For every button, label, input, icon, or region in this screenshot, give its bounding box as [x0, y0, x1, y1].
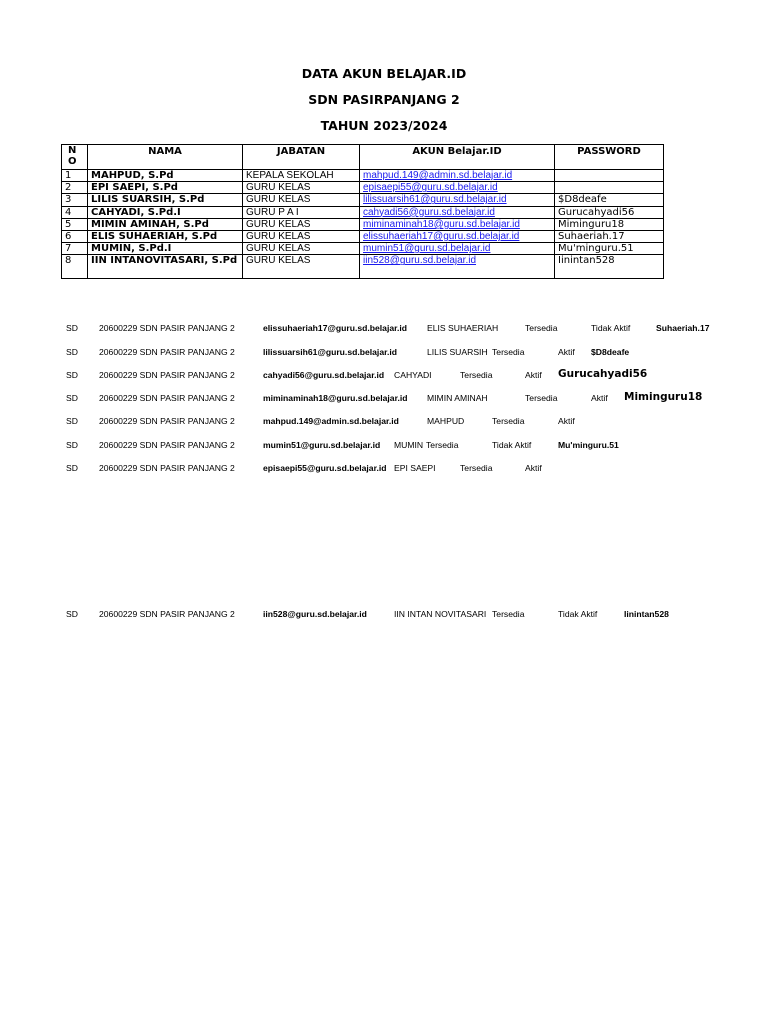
list-aktif: Aktif: [591, 393, 608, 403]
list-email: miminaminah18@guru.sd.belajar.id: [263, 393, 408, 403]
list-item: [0, 609, 768, 623]
cell-password: Gurucahyadi56: [555, 206, 664, 218]
list-nama: IIN INTAN NOVITASARI: [394, 609, 487, 619]
list-email: iin528@guru.sd.belajar.id: [263, 609, 367, 619]
account-email-link[interactable]: episaepi55@guru.sd.belajar.id: [363, 182, 498, 194]
list-password: Suhaeriah.17: [656, 323, 710, 333]
list-status: Tersedia: [426, 440, 459, 450]
cell-nama: MAHPUD, S.Pd: [88, 170, 243, 182]
list-status: Tersedia: [460, 463, 493, 473]
cell-password: Suhaeriah.17: [555, 231, 664, 243]
list-aktif: Aktif: [558, 347, 575, 357]
list-aktif: Aktif: [558, 416, 575, 426]
cell-akun: [360, 243, 555, 255]
table-row: [62, 243, 664, 255]
cell-nama: MIMIN AMINAH, S.Pd: [88, 218, 243, 230]
cell-password: $D8deafe: [555, 194, 664, 206]
cell-jabatan: KEPALA SEKOLAH: [243, 170, 360, 182]
cell-no: 1: [62, 170, 88, 182]
list-jenjang: SD: [66, 440, 78, 450]
list-status: Tersedia: [492, 609, 525, 619]
list-aktif: Tidak Aktif: [558, 609, 598, 619]
list-aktif: Tidak Aktif: [591, 323, 631, 333]
account-table: [61, 144, 664, 279]
list-email: elissuhaeriah17@guru.sd.belajar.id: [263, 323, 408, 333]
cell-password: [555, 170, 664, 182]
cell-no: 2: [62, 182, 88, 194]
list-item: [0, 416, 768, 430]
list-status: Tersedia: [460, 370, 493, 380]
list-status: Tersedia: [525, 323, 558, 333]
list-sekolah: 20600229 SDN PASIR PANJANG 2: [99, 323, 235, 333]
list-item: [0, 463, 768, 477]
list-item: [0, 347, 768, 361]
list-password: Iinintan528: [624, 609, 669, 619]
table-row: [62, 206, 664, 218]
list-item: [0, 393, 768, 407]
cell-akun: [360, 170, 555, 182]
list-aktif: Tidak Aktif: [492, 440, 532, 450]
cell-jabatan: GURU KELAS: [243, 182, 360, 194]
list-nama: EPI SAEPI: [394, 463, 436, 473]
list-sekolah: 20600229 SDN PASIR PANJANG 2: [99, 463, 235, 473]
list-sekolah: 20600229 SDN PASIR PANJANG 2: [99, 370, 235, 380]
list-jenjang: SD: [66, 347, 78, 357]
header-password: PASSWORD: [555, 145, 664, 170]
school-name: SDN PASIRPANJANG 2: [308, 92, 460, 107]
account-email-link[interactable]: miminaminah18@guru.sd.belajar.id: [363, 218, 520, 230]
cell-nama: LILIS SUARSIH, S.Pd: [88, 194, 243, 206]
list-jenjang: SD: [66, 463, 78, 473]
account-email-link[interactable]: lilissuarsih61@guru.sd.belajar.id: [363, 194, 507, 206]
cell-akun: [360, 206, 555, 218]
table-row: [62, 170, 664, 182]
cell-jabatan: GURU KELAS: [243, 243, 360, 255]
cell-password: Miminguru18: [555, 218, 664, 230]
list-password: Miminguru18: [624, 391, 703, 403]
table-row: [62, 194, 664, 206]
school-year: TAHUN 2023/2024: [320, 118, 448, 133]
cell-no: 7: [62, 243, 88, 255]
header-nama: NAMA: [88, 145, 243, 170]
account-email-link[interactable]: mumin51@guru.sd.belajar.id: [363, 243, 491, 255]
list-password: Gurucahyadi56: [558, 368, 648, 380]
list-status: Tersedia: [492, 347, 525, 357]
cell-nama: IIN INTANOVITASARI, S.Pd: [88, 255, 243, 279]
header-akun: AKUN Belajar.ID: [360, 145, 555, 170]
list-email: mumin51@guru.sd.belajar.id: [263, 440, 381, 450]
cell-nama: CAHYADI, S.Pd.I: [88, 206, 243, 218]
list-item: [0, 440, 768, 454]
table-row: [62, 218, 664, 230]
account-email-link[interactable]: cahyadi56@guru.sd.belajar.id: [363, 206, 495, 218]
list-email: cahyadi56@guru.sd.belajar.id: [263, 370, 385, 380]
list-status: Tersedia: [492, 416, 525, 426]
list-sekolah: 20600229 SDN PASIR PANJANG 2: [99, 440, 235, 450]
list-aktif: Aktif: [525, 370, 542, 380]
cell-akun: [360, 182, 555, 194]
header-jabatan: JABATAN: [243, 145, 360, 170]
cell-no: 6: [62, 231, 88, 243]
list-item: [0, 323, 768, 337]
cell-jabatan: GURU KELAS: [243, 218, 360, 230]
list-email: mahpud.149@admin.sd.belajar.id: [263, 416, 399, 426]
list-jenjang: SD: [66, 416, 78, 426]
table-header-row: [62, 145, 664, 170]
cell-akun: [360, 255, 555, 279]
cell-no: 3: [62, 194, 88, 206]
cell-nama: EPI SAEPI, S.Pd: [88, 182, 243, 194]
list-jenjang: SD: [66, 393, 78, 403]
cell-jabatan: GURU P A I: [243, 206, 360, 218]
list-nama: CAHYADI: [394, 370, 432, 380]
list-jenjang: SD: [66, 323, 78, 333]
cell-akun: [360, 218, 555, 230]
table-row: [62, 255, 664, 279]
cell-password: [555, 182, 664, 194]
list-jenjang: SD: [66, 609, 78, 619]
list-item: [0, 370, 768, 384]
document-title: DATA AKUN BELAJAR.ID: [301, 66, 467, 81]
cell-no: 8: [62, 255, 88, 279]
list-jenjang: SD: [66, 370, 78, 380]
list-status: Tersedia: [525, 393, 558, 403]
account-email-link[interactable]: iin528@guru.sd.belajar.id: [363, 255, 477, 267]
list-sekolah: 20600229 SDN PASIR PANJANG 2: [99, 393, 235, 403]
list-email: lilissuarsih61@guru.sd.belajar.id: [263, 347, 397, 357]
cell-no: 5: [62, 218, 88, 230]
list-nama: MAHPUD: [427, 416, 465, 426]
cell-akun: [360, 231, 555, 243]
header-no: N O: [62, 145, 88, 170]
cell-nama: ELIS SUHAERIAH, S.Pd: [88, 231, 243, 243]
cell-password: Mu'minguru.51: [555, 243, 664, 255]
list-nama: LILIS SUARSIH: [427, 347, 488, 357]
account-email-link[interactable]: elissuhaeriah17@guru.sd.belajar.id: [363, 231, 520, 243]
list-sekolah: 20600229 SDN PASIR PANJANG 2: [99, 347, 235, 357]
list-nama: MUMIN: [394, 440, 424, 450]
cell-jabatan: GURU KELAS: [243, 255, 360, 279]
cell-jabatan: GURU KELAS: [243, 231, 360, 243]
table-row: [62, 182, 664, 194]
list-sekolah: 20600229 SDN PASIR PANJANG 2: [99, 609, 235, 619]
cell-password: Iinintan528: [555, 255, 664, 279]
list-password: Mu'minguru.51: [558, 440, 619, 450]
cell-akun: [360, 194, 555, 206]
cell-no: 4: [62, 206, 88, 218]
table-row: [62, 231, 664, 243]
account-email-link[interactable]: mahpud.149@admin.sd.belajar.id: [363, 170, 513, 181]
list-nama: ELIS SUHAERIAH: [427, 323, 499, 333]
list-sekolah: 20600229 SDN PASIR PANJANG 2: [99, 416, 235, 426]
list-nama: MIMIN AMINAH: [427, 393, 488, 403]
list-aktif: Aktif: [525, 463, 542, 473]
list-password: $D8deafe: [591, 347, 630, 357]
cell-jabatan: GURU KELAS: [243, 194, 360, 206]
list-email: episaepi55@guru.sd.belajar.id: [263, 463, 387, 473]
cell-nama: MUMIN, S.Pd.I: [88, 243, 243, 255]
